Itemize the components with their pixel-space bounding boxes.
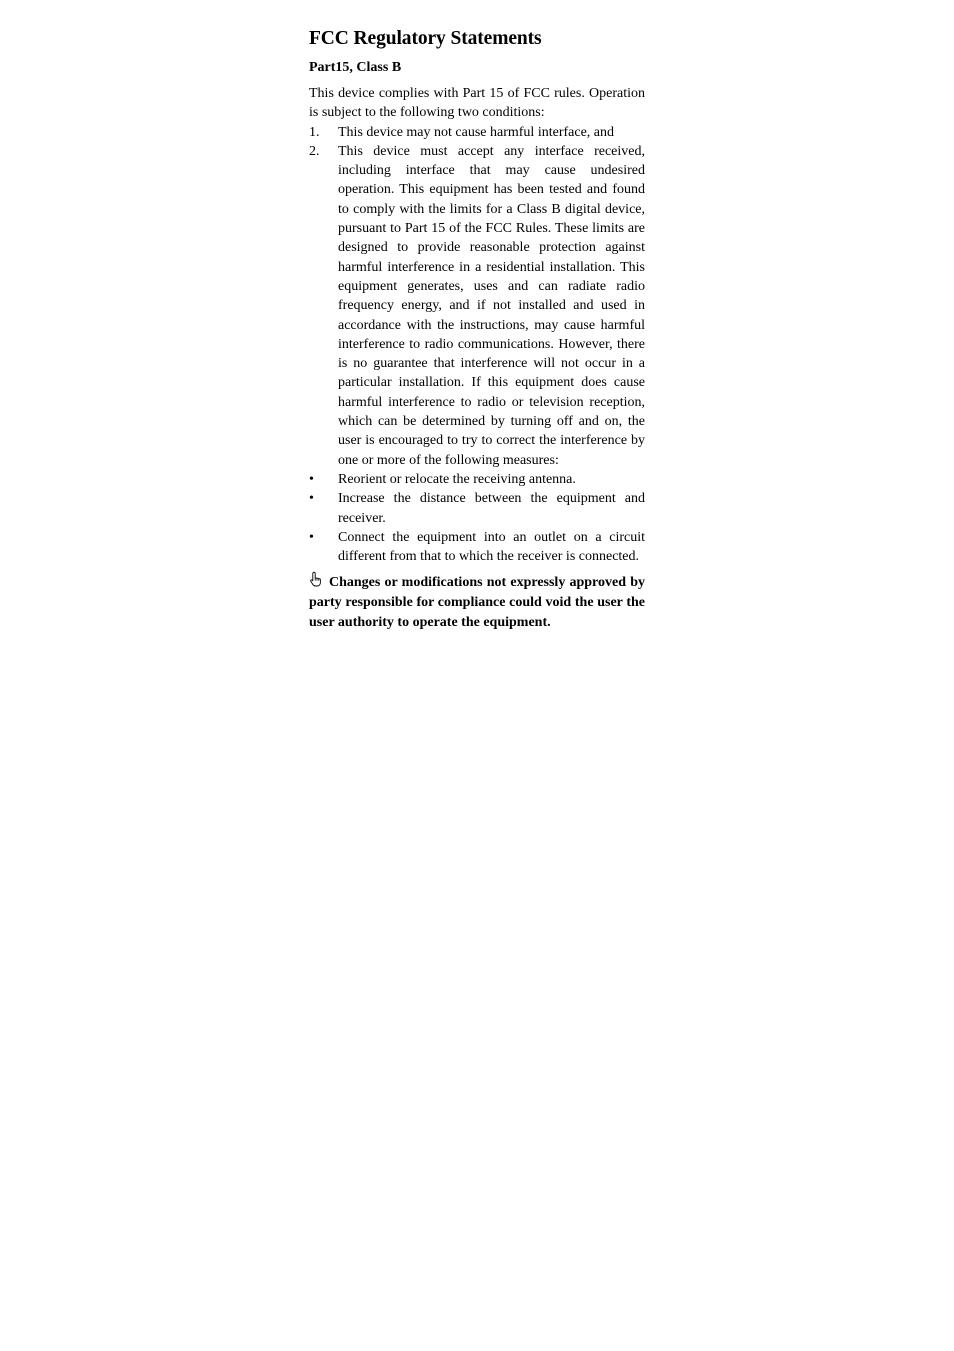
list-item	[309, 528, 645, 567]
intro-paragraph: This device complies with Part 15 of FCC rules. Operation is subject to the following two conditions:	[309, 86, 645, 121]
bullet: •	[309, 491, 314, 507]
list-item-text: Connect the equipment into an outlet on a circuit different from that to which the receiver is connected.	[338, 529, 645, 565]
list-item	[309, 142, 645, 470]
pointing-hand-icon	[309, 571, 323, 587]
list-item	[309, 123, 645, 142]
conditions-list	[309, 123, 645, 470]
document-page	[309, 26, 645, 633]
bullet: •	[309, 529, 314, 545]
list-item-text: This device must accept any interface received, including interface that may cause undesired operation. This equipment has been tested and found to comply with the limits for a Class B digital device, pursuant to Part 15 of the FCC Rules. These limits are designed to provide reasonable protection against harmful interference in a residential installation. This equipment generates, uses and can radiate radio frequency energy, and if not installed and used in accordance with the instructions, may cause harmful interference to radio communications. However, there is no guarantee that interference will not occur in a particular installation. If this equipment does cause harmful interference to radio or television reception, which can be determined by turning off and on, the user is encouraged to try to correct the interference by one or more of the following measures:	[338, 143, 645, 468]
list-number: 1.	[309, 124, 320, 140]
list-item-text: Increase the distance between the equipment and receiver.	[338, 491, 645, 526]
list-item-text: Reorient or relocate the receiving antenna.	[338, 471, 576, 487]
measures-list	[309, 470, 645, 566]
list-item	[309, 489, 645, 528]
bullet: •	[309, 471, 314, 487]
list-item-text: This device may not cause harmful interface, and	[338, 124, 614, 140]
compliance-note	[309, 571, 645, 633]
section-subtitle: Part15, Class B	[309, 60, 402, 75]
note-text: Changes or modifications not expressly approved by party responsible for compliance could void the user the user authority to operate the equipment.	[309, 575, 645, 631]
list-number: 2.	[309, 143, 320, 159]
page-title: FCC Regulatory Statements	[309, 28, 542, 49]
list-item	[309, 470, 645, 489]
